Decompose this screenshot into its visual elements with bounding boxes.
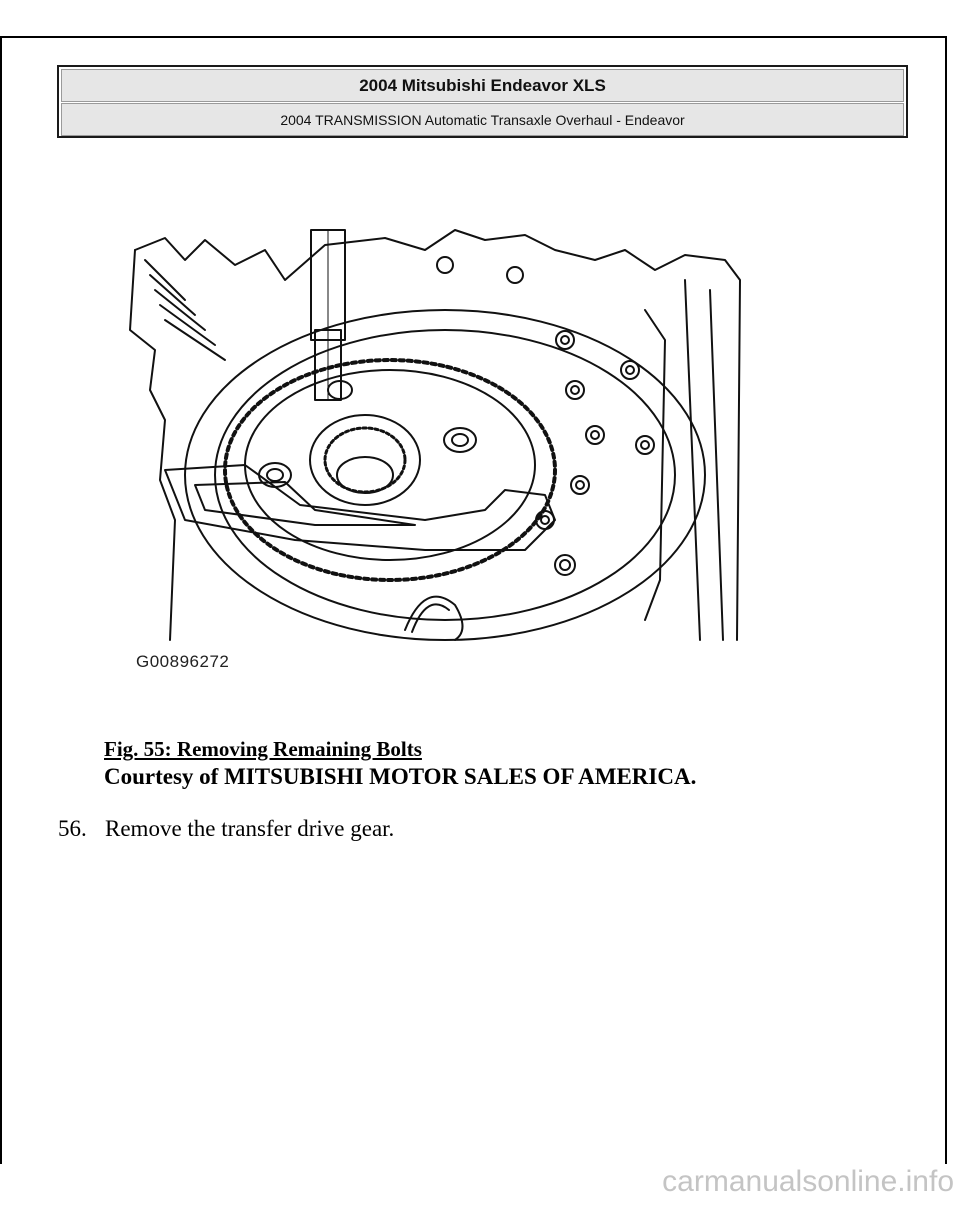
transmission-illustration	[125, 220, 750, 690]
figure-caption-courtesy: Courtesy of MITSUBISHI MOTOR SALES OF AMERICA.	[104, 764, 697, 789]
watermark: carmanualsonline.info	[662, 1165, 954, 1198]
figure-image-id: G00896272	[136, 652, 230, 671]
procedure-step	[58, 816, 394, 842]
step-text: Remove the transfer drive gear.	[105, 816, 395, 841]
document-subtitle: 2004 TRANSMISSION Automatic Transaxle Overhaul - Endeavor	[61, 103, 904, 136]
document-title: 2004 Mitsubishi Endeavor XLS	[61, 69, 904, 102]
figure-caption-title: Fig. 55: Removing Remaining Bolts	[104, 737, 422, 761]
step-number: 56.	[58, 816, 87, 841]
document-header	[57, 65, 908, 138]
